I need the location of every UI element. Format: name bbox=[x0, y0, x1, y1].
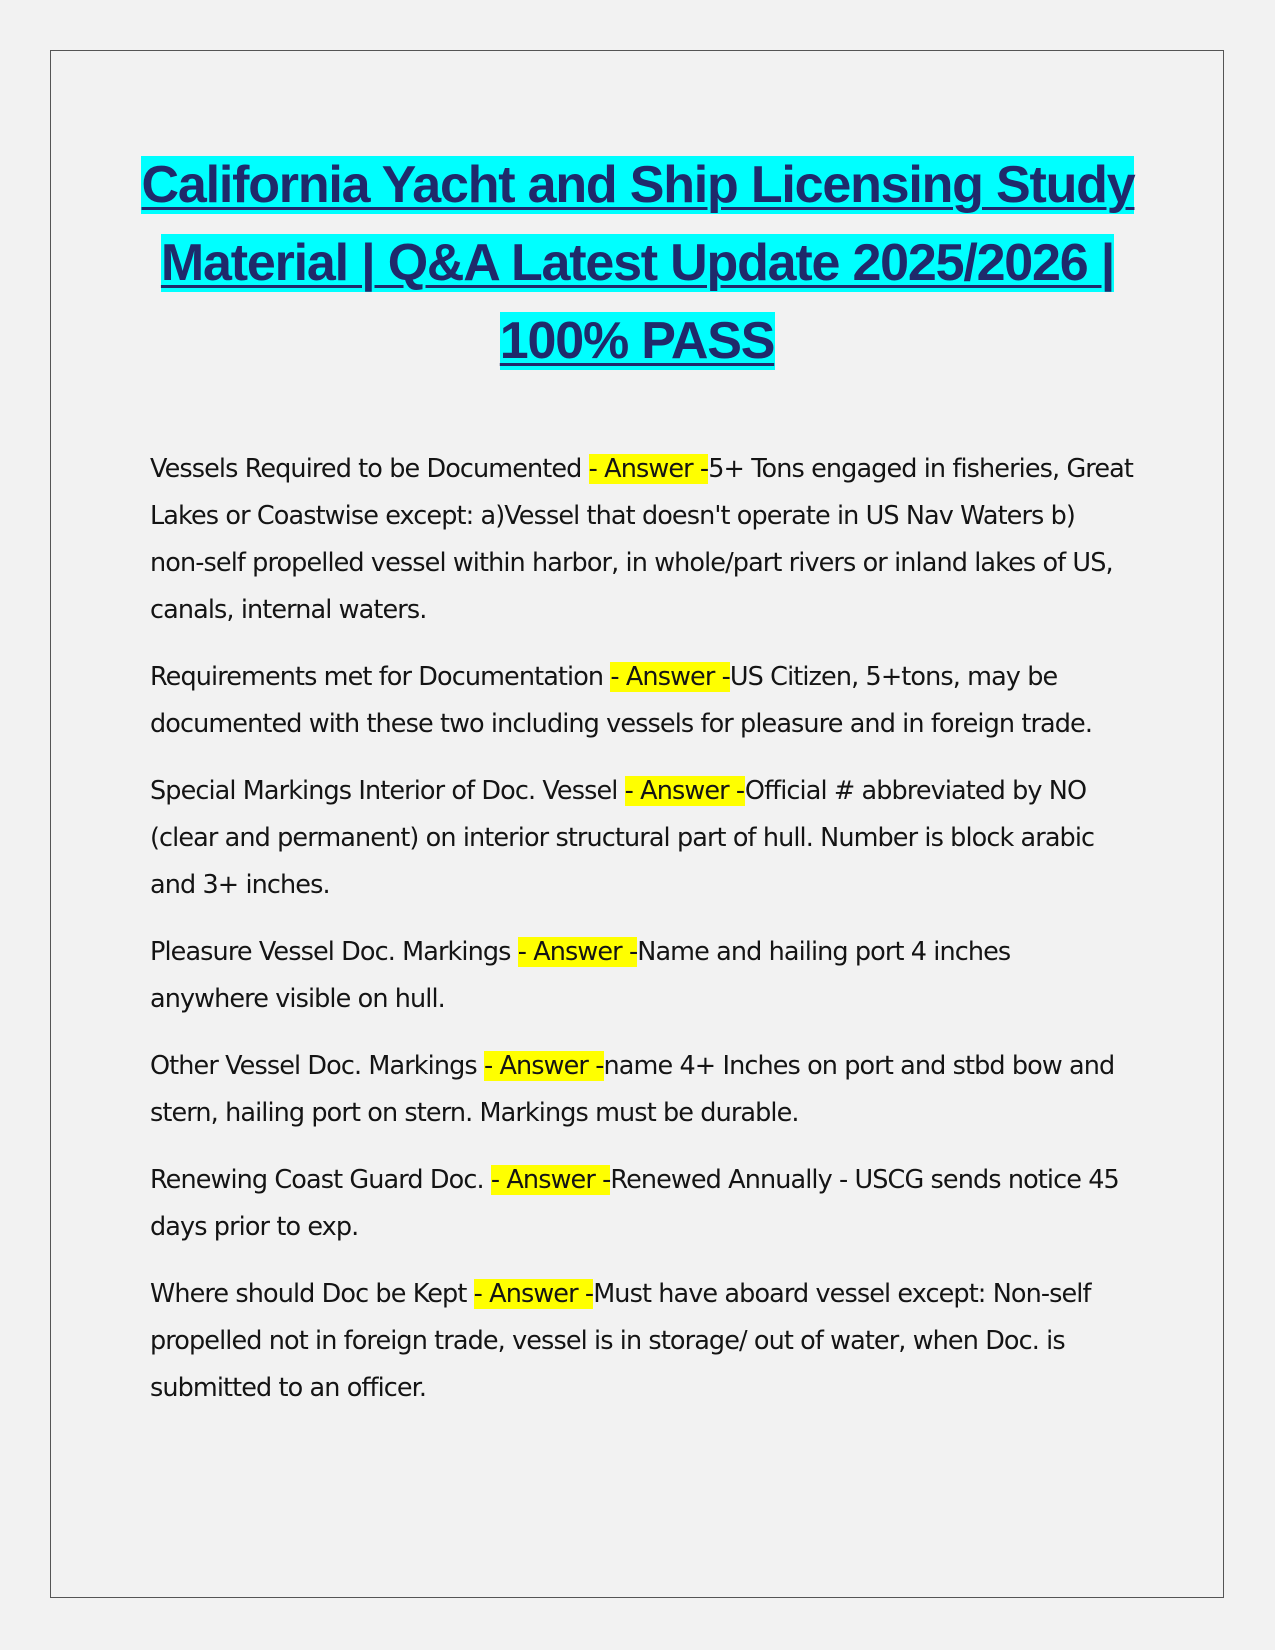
qa-answer: US Citizen, 5+tons, may be documented with these two including vessels for pleasure and in foreign trade. bbox=[150, 662, 1093, 739]
qa-item bbox=[150, 654, 1135, 748]
qa-answer: 5+ Tons engaged in fisheries, Great Lakes or Coastwise except: a)Vessel that doesn't operate in US Nav Waters b) non-self propelled vessel within harbor, in whole/part rivers or inland lakes of US, canals, internal waters. bbox=[150, 454, 1133, 625]
qa-answer: Renewed Annually - USCG sends notice 45 days prior to exp. bbox=[150, 1165, 1119, 1242]
qa-question: Other Vessel Doc. Markings bbox=[150, 1051, 484, 1081]
qa-question: Renewing Coast Guard Doc. bbox=[150, 1165, 491, 1195]
qa-item bbox=[150, 1271, 1135, 1412]
document-title bbox=[140, 146, 1135, 380]
answer-marker: - Answer - bbox=[588, 454, 709, 484]
qa-question: Requirements met for Documentation bbox=[150, 662, 611, 692]
qa-question: Special Markings Interior of Doc. Vessel bbox=[150, 776, 625, 806]
answer-marker: - Answer - bbox=[473, 1279, 594, 1309]
answer-marker: - Answer - bbox=[490, 1165, 611, 1195]
qa-answer: Name and hailing port 4 inches anywhere visible on hull. bbox=[150, 937, 1011, 1014]
answer-marker: - Answer - bbox=[483, 1051, 604, 1081]
qa-item bbox=[150, 929, 1135, 1023]
qa-list bbox=[150, 446, 1135, 1432]
qa-answer: Official # abbreviated by NO (clear and permanent) on interior structural part of hull. Number is block arabic and 3+ inches. bbox=[150, 776, 1095, 900]
qa-question: Vessels Required to be Documented bbox=[150, 454, 589, 484]
document-title-text: California Yacht and Ship Licensing Study Material | Q&A Latest Update 2025/2026 | 100% PASS bbox=[141, 156, 1135, 370]
answer-marker: - Answer - bbox=[624, 776, 745, 806]
qa-item bbox=[150, 446, 1135, 634]
qa-question: Pleasure Vessel Doc. Markings bbox=[150, 937, 518, 967]
qa-item bbox=[150, 1043, 1135, 1137]
qa-answer: name 4+ Inches on port and stbd bow and stern, hailing port on stern. Markings must be durable. bbox=[150, 1051, 1115, 1128]
qa-question: Where should Doc be Kept bbox=[150, 1279, 474, 1309]
answer-marker: - Answer - bbox=[517, 937, 638, 967]
qa-item bbox=[150, 768, 1135, 909]
answer-marker: - Answer - bbox=[610, 662, 730, 692]
qa-answer: Must have aboard vessel except: Non-self propelled not in foreign trade, vessel is in storage/ out of water, when Doc. is submitted to an officer. bbox=[150, 1279, 1091, 1403]
qa-item bbox=[150, 1157, 1135, 1251]
